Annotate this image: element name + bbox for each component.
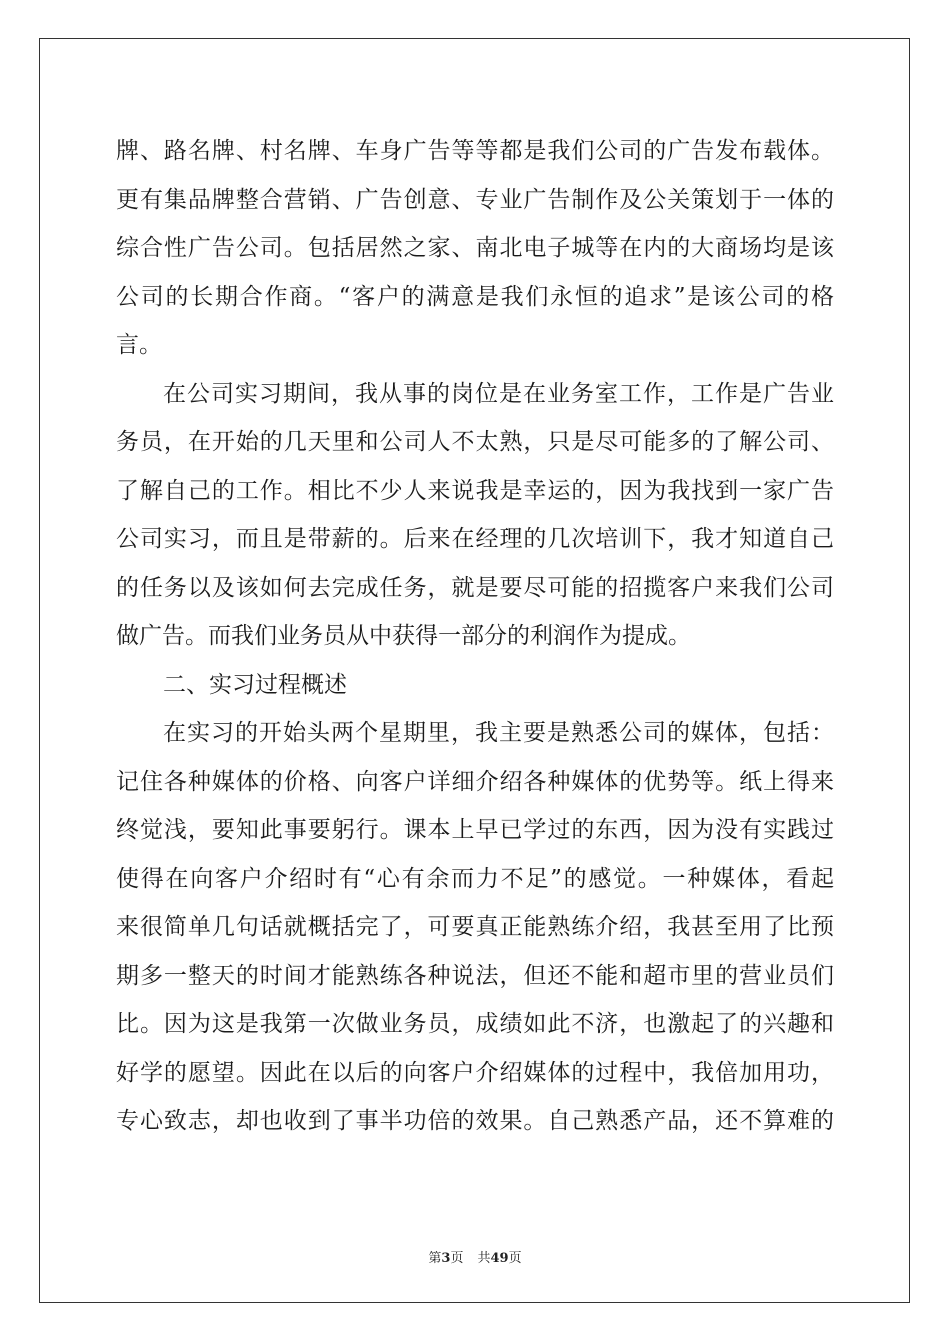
text-line: 更有集品牌整合营销、广告创意、专业广告制作及公关策划于一体的: [116, 186, 834, 213]
page-prefix: 第: [428, 1251, 442, 1266]
text-line: 综合性广告公司。包括居然之家、南北电子城等在内的大商场均是该: [116, 235, 834, 261]
text-line: 二、实习过程概述: [163, 671, 347, 698]
text-line: 言。: [116, 332, 162, 358]
text-line: 的任务以及该如何去完成任务，就是要尽可能的招揽客户来我们公司: [116, 574, 834, 601]
text-line: 公司实习，而且是带薪的。后来在经理的几次培训下，我才知道自己: [116, 526, 834, 552]
text-line: 期多一整天的时间才能熟练各种说法，但还不能和超市里的营业员们: [116, 962, 834, 989]
text-line: 公司的长期合作商。“客户的满意是我们永恒的追求”是该公司的格: [116, 283, 834, 310]
page-suffix: 页: [450, 1251, 464, 1266]
page-footer: [0, 1247, 950, 1266]
text-line: 在实习的开始头两个星期里，我主要是熟悉公司的媒体，包括：: [163, 720, 834, 746]
text-line: 来很简单几句话就概括完了，可要真正能熟练介绍，我甚至用了比预: [116, 914, 834, 940]
text-line: 牌、路名牌、村名牌、车身广告等等都是我们公司的广告发布载体。: [116, 138, 834, 164]
text-line: 记住各种媒体的价格、向客户详细介绍各种媒体的优势等。纸上得来: [116, 768, 834, 795]
text-line: 专心致志，却也收到了事半功倍的效果。自己熟悉产品，还不算难的: [116, 1108, 834, 1134]
text-line: 在公司实习期间，我从事的岗位是在业务室工作，工作是广告业: [163, 380, 834, 407]
total-suffix: 页: [508, 1251, 522, 1266]
total-prefix: 共: [477, 1251, 491, 1266]
text-line: 终觉浅，要知此事要躬行。课本上早已学过的东西，因为没有实践过: [116, 817, 834, 843]
text-line: 使得在向客户介绍时有“心有余而力不足”的感觉。一种媒体，看起: [116, 865, 834, 892]
text-line: 比。因为这是我第一次做业务员，成绩如此不济，也激起了的兴趣和: [116, 1011, 834, 1037]
document-body: [116, 127, 834, 1146]
total-pages: 49: [490, 1251, 509, 1266]
text-line: 务员，在开始的几天里和公司人不太熟，只是尽可能多的了解公司、: [116, 429, 834, 455]
text-line: 了解自己的工作。相比不少人来说我是幸运的，因为我找到一家广告: [116, 477, 834, 504]
text-line: 做广告。而我们业务员从中获得一部分的利润作为提成。: [116, 623, 691, 649]
text-line: 好学的愿望。因此在以后的向客户介绍媒体的过程中，我倍加用功，: [116, 1059, 834, 1086]
page-number: 3: [441, 1251, 451, 1266]
